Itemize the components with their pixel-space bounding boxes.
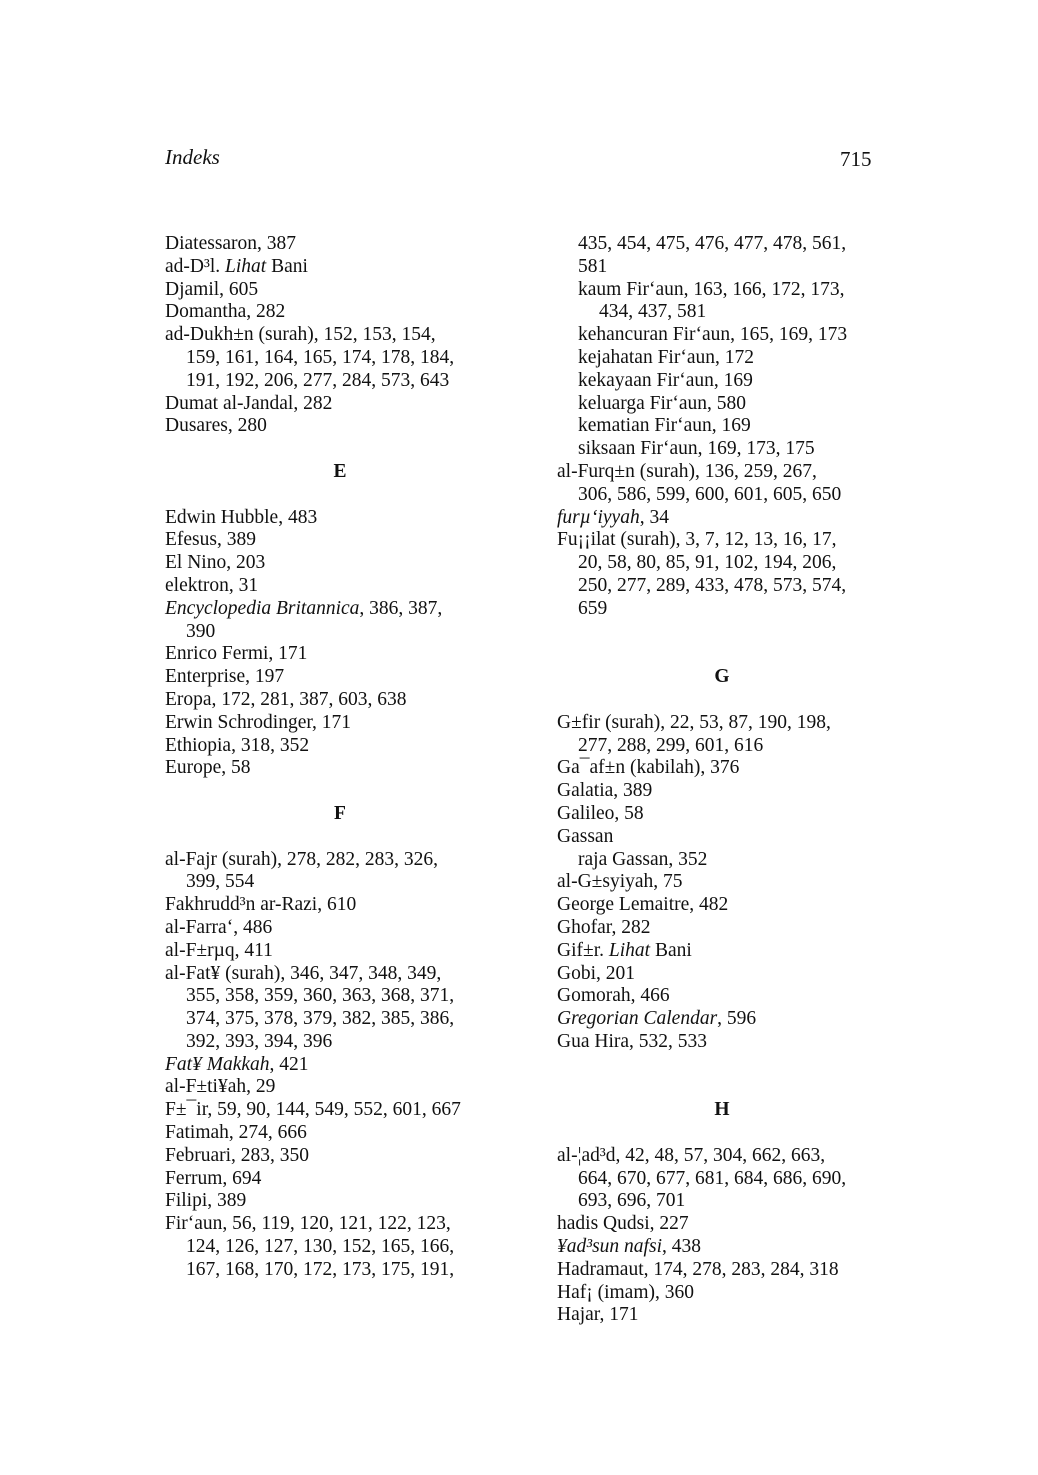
index-entry-continuation: 124, 126, 127, 130, 152, 165, 166, [186, 1236, 455, 1258]
index-entry-continuation: 399, 554 [186, 871, 255, 893]
index-entry: Edwin Hubble, 483 [165, 506, 318, 528]
running-header-title: Indeks [165, 145, 220, 169]
index-entry: G±fir (surah), 22, 53, 87, 190, 198, [557, 711, 831, 733]
index-entry: Ethiopia, 318, 352 [165, 734, 310, 756]
index-entry: El Nino, 203 [165, 552, 266, 574]
index-entry-continuation: 435, 454, 475, 476, 477, 478, 561, [578, 233, 847, 254]
index-entry: elektron, 31 [165, 574, 259, 596]
index-entry: Eropa, 172, 281, 387, 603, 638 [165, 688, 407, 710]
index-subentry: kejahatan Fir‘aun, 172 [578, 346, 754, 368]
index-entry-continuation: 306, 586, 599, 600, 601, 605, 650 [578, 483, 842, 505]
index-entry-continuation: 434, 437, 581 [599, 301, 707, 323]
index-entry-continuation: 664, 670, 677, 681, 684, 686, 690, [578, 1167, 847, 1189]
index-entry: Ga¯af±n (kabilah), 376 [557, 757, 740, 779]
section-heading-e: E [333, 460, 347, 482]
index-entry-continuation: 159, 161, 164, 165, 174, 178, 184, [186, 346, 455, 368]
index-entry: Dusares, 280 [165, 415, 267, 437]
index-entry: al-F±ti¥ah, 29 [165, 1076, 276, 1098]
index-entry: al-Fajr (surah), 278, 282, 283, 326, [165, 848, 438, 870]
index-entry: al-Fat¥ (surah), 346, 347, 348, 349, [165, 962, 442, 984]
index-subentry: kehancuran Fir‘aun, 165, 169, 173 [578, 324, 848, 346]
index-entry-continuation: 167, 168, 170, 172, 173, 175, 191, [186, 1258, 455, 1280]
index-entry-continuation: 191, 192, 206, 277, 284, 573, 643 [186, 369, 450, 391]
index-entry: Februari, 283, 350 [165, 1144, 310, 1166]
index-column-left [165, 233, 515, 1282]
index-entry: Galileo, 58 [557, 802, 644, 824]
index-entry: Ghofar, 282 [557, 916, 651, 938]
index-entry: al-Furq±n (surah), 136, 259, 267, [557, 460, 817, 482]
index-entry: Europe, 58 [165, 757, 251, 779]
index-column-right [557, 233, 887, 1327]
index-entry-continuation: 355, 358, 359, 360, 363, 368, 371, [186, 985, 455, 1007]
section-heading-g: G [714, 666, 730, 688]
index-entry: Enrico Fermi, 171 [165, 643, 308, 665]
index-entry: Gassan [557, 825, 614, 847]
index-entry: Domantha, 282 [165, 301, 286, 323]
page-number: 715 [840, 147, 872, 171]
index-entry: Diatessaron, 387 [165, 233, 297, 254]
index-entry: al-G±syiyah, 75 [557, 871, 683, 893]
index-entry: ad-D³l. Lihat Bani [165, 255, 308, 277]
index-subentry: raja Gassan, 352 [578, 848, 708, 870]
index-entry: ¥ad³sun nafsi, 438 [557, 1236, 701, 1258]
index-entry-continuation: 20, 58, 80, 85, 91, 102, 194, 206, [578, 552, 837, 574]
index-entry: Djamil, 605 [165, 278, 259, 300]
index-entry: Erwin Schrodinger, 171 [165, 711, 352, 733]
index-entry: ad-Dukh±n (surah), 152, 153, 154, [165, 324, 436, 346]
index-entry-continuation: 250, 277, 289, 433, 478, 573, 574, [578, 574, 847, 596]
index-entry: Fakhrudd³n ar-Razi, 610 [165, 894, 357, 916]
index-entry-continuation: 390 [186, 620, 216, 642]
index-entry: hadis Qudsi, 227 [557, 1213, 689, 1235]
index-entry: furµ‘iyyah, 34 [557, 506, 669, 528]
index-entry-continuation: 374, 375, 378, 379, 382, 385, 386, [186, 1008, 455, 1030]
index-subentry: siksaan Fir‘aun, 169, 173, 175 [578, 438, 815, 460]
index-entry: Gif±r. Lihat Bani [557, 939, 692, 961]
index-entry: Galatia, 389 [557, 780, 653, 802]
index-entry: al-Farra‘, 486 [165, 916, 273, 938]
index-entry: Dumat al-Jandal, 282 [165, 392, 333, 414]
index-entry-continuation: 581 [578, 255, 608, 277]
index-entry: Fu¡¡ilat (surah), 3, 7, 12, 13, 16, 17, [557, 529, 837, 551]
index-entry: Enterprise, 197 [165, 666, 285, 688]
index-entry: al-¦ad³d, 42, 48, 57, 304, 662, 663, [557, 1144, 826, 1166]
section-heading-f: F [334, 802, 346, 824]
index-entry: Ferrum, 694 [165, 1167, 262, 1189]
index-entry: Gomorah, 466 [557, 985, 670, 1007]
index-entry: George Lemaitre, 482 [557, 894, 729, 916]
index-entry: Gregorian Calendar, 596 [557, 1008, 757, 1030]
index-entry-continuation: 693, 696, 701 [578, 1190, 686, 1212]
section-heading-h: H [714, 1099, 730, 1121]
index-entry-continuation: 277, 288, 299, 601, 616 [578, 734, 764, 756]
index-subentry: keluarga Fir‘aun, 580 [578, 392, 747, 414]
index-entry: Fir‘aun, 56, 119, 120, 121, 122, 123, [165, 1213, 451, 1235]
index-entry: Haf¡ (imam), 360 [557, 1281, 694, 1303]
index-entry: Gobi, 201 [557, 962, 635, 984]
index-entry: Hajar, 171 [557, 1304, 639, 1326]
index-entry-continuation: 392, 393, 394, 396 [186, 1030, 333, 1052]
index-subentry: kekayaan Fir‘aun, 169 [578, 369, 753, 391]
index-subentry: kematian Fir‘aun, 169 [578, 415, 751, 437]
index-entry: Hadramaut, 174, 278, 283, 284, 318 [557, 1258, 839, 1280]
index-entry-continuation: 659 [578, 597, 608, 619]
index-subentry: kaum Fir‘aun, 163, 166, 172, 173, [578, 278, 845, 300]
index-entry: F±¯ir, 59, 90, 144, 549, 552, 601, 667 [165, 1099, 461, 1121]
index-entry: Gua Hira, 532, 533 [557, 1030, 708, 1052]
index-entry: Efesus, 389 [165, 529, 256, 551]
index-entry: Encyclopedia Britannica, 386, 387, [165, 597, 443, 619]
index-entry: Fatimah, 274, 666 [165, 1122, 307, 1144]
index-entry: Fat¥ Makkah, 421 [165, 1053, 309, 1075]
index-entry: Filipi, 389 [165, 1190, 247, 1212]
index-entry: al-F±rµq, 411 [165, 939, 273, 961]
